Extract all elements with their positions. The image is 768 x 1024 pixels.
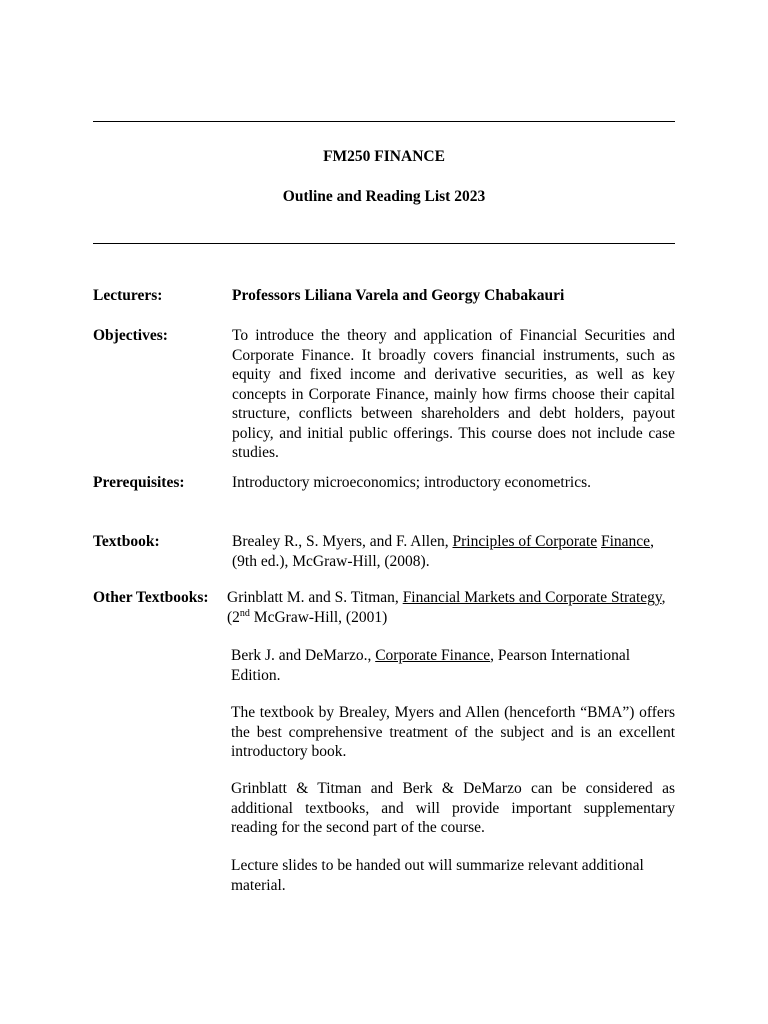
other-textbook-grinblatt [227,588,675,627]
page-subtitle: Outline and Reading List 2023 [282,188,486,205]
prerequisites-value: Introductory microeconomics; introductory econometrics. [232,474,591,491]
grinblatt-edition-sup: nd [239,607,250,619]
grinblatt-publisher: McGraw-Hill, (2001) [249,608,388,626]
textbook-authors: Brealey R., S. Myers, and F. Allen, [232,533,453,550]
grinblatt-authors: Grinblatt M. and S. Titman, [227,589,403,606]
course-title: FM250 FINANCE [323,148,445,165]
lecturers-value: Professors Liliana Varela and Georgy Chabakauri [232,287,565,304]
other-textbooks-label: Other Textbooks: [93,589,209,606]
grinblatt-rest: , (2 [227,589,666,626]
textbook-title-part1: Principles of Corporate [452,533,598,550]
berk-authors: Berk J. and DeMarzo., [231,647,376,664]
lecture-slides-paragraph: Lecture slides to be handed out will summarize relevant additional material. [231,857,644,894]
other-textbook-berk [231,646,675,685]
textbook-label: Textbook: [93,533,160,550]
textbook-rest: , (9th ed.), McGraw-Hill, (2008). [232,533,654,570]
objectives-value: To introduce the theory and application of Financial Securities and Corporate Finance. It broadly covers financial instruments, such as equity and fixed income and derivative securities, as well as key concepts in Corporate Finance, mainly how firms choose their capital structure, conflicts between shareholders and debt holders, payout policy, and initial public offerings. This course does not include case studies. [232,327,675,461]
prerequisites-label: Prerequisites: [93,474,185,491]
lecturers-label: Lecturers: [93,287,163,304]
textbook-value [232,532,682,571]
grinblatt-title: Financial Markets and Corporate Strategy [402,589,662,606]
supplementary-paragraph: Grinblatt & Titman and Berk & DeMarzo can be considered as additional textbooks, and will provide important supplementary reading for the second part of the course. [231,780,675,836]
objectives-label: Objectives: [93,327,168,344]
top-rule [93,121,675,122]
berk-title: Corporate Finance [375,647,491,664]
bma-paragraph: The textbook by Brealey, Myers and Allen (henceforth “BMA”) offers the best comprehensive treatment of the subject and is an excellent introductory book. [231,704,675,760]
textbook-title-part2: Finance [601,533,651,550]
bottom-rule [93,243,675,244]
berk-rest: , Pearson International Edition. [231,647,631,684]
